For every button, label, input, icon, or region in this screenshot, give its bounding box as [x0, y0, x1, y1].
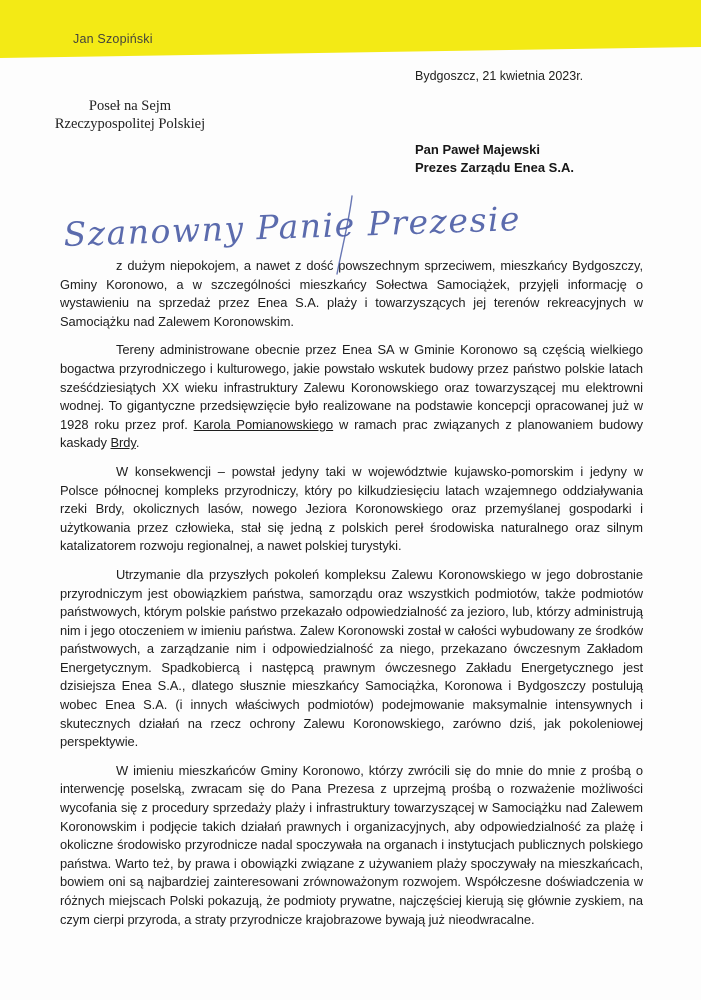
recipient-name: Pan Paweł Majewski: [415, 142, 541, 157]
paragraph2-text-end: .: [135, 435, 140, 451]
letterhead-name: Jan Szopiński: [73, 32, 153, 46]
body-paragraph-5: W imieniu mieszkańców Gminy Koronowo, którzy zwrócili się do mnie do mnie z prośbą o interwencję poselską, zwracam się do Pana Prezesa z uprzejmą prośbą o rozważenie możliwości wycofania się z procedury sprzedaży plaży i infrastruktury towarzyszącej w Samociążku nad Zalewem Koronowskim i podjęcie takich działań prawnych i organizacyjnych, aby odpowiedzialność za plażę i okoliczne środowisko przyrodnicze nadal spoczywała na organach i instytucjach publicznych polskiego państwa. Warto też, by prawa i obowiązki związane z używaniem plaży spoczywały na mieszkańcach, bowiem oni są najbardziej zainteresowani zrównoważonym rozwojem. Współczesne doświadczenia w różnych miejscach Polski pokazują, że podmioty prywatne, najczęściej kierują się głównie zyskiem, na czym cierpi przyroda, a straty przyrodnicze krajobrazowe bywają już nieodwracalne.: [60, 762, 643, 927]
recipient-block: [415, 141, 574, 177]
sender-title: [28, 97, 232, 133]
letter-body: [60, 257, 643, 939]
letterhead-yellow-band: [0, 0, 701, 60]
underlined-name-brdy: Brdy: [110, 435, 136, 451]
body-paragraph-1: z dużym niepokojem, a nawet z dość powszechnym sprzeciwem, mieszkańcy Bydgoszczy, Gminy Koronowo, a w szczególności mieszkańcy Sołectwa Samociążek, przyjęli informację o wystawieniu na sprzedaż przez Enea S.A. plaży i towarzyszących jej terenów rekreacyjnych w Samociążku nad Zalewem Koronowskim.: [60, 258, 643, 329]
sender-title-line2: Rzeczypospolitej Polskiej: [54, 116, 206, 132]
paragraph2-text: Tereny administrowane obecnie przez Enea SA w Gminie Koronowo są częścią wielkiego bogactwa przyrodniczego i kulturowego, jakie powstało wskutek budowy przez państwo polskie latach sześćdziesiątych XX wieku infrastruktury Zalewu Koronowskiego oraz towarzyszącej mu elektrowni wodnej. To gigantyczne przedsięwzięcie było realizowane na podstawie koncepcji opracowanej już w 1928 roku przez prof.: [60, 342, 643, 432]
sender-title-line1: Poseł na Sejm: [88, 98, 172, 114]
body-paragraph-4: Utrzymanie dla przyszłych pokoleń kompleksu Zalewu Koronowskiego w jego dobrostanie przyrodniczym jest obowiązkiem państwa, samorządu oraz wszystkich podmiotów, także podmiotów państwowych, którym polskie państwo przekazało odpowiedzialność za jezioro, lub, którzy administrują nim i jego otoczeniem w imieniu państwa. Zalew Koronowski został w całości wybudowany ze środków państwowych, a zarządzanie nim i odpowiedzialność za niego, przekazano ówczesnym Zakładom Energetycznym. Spadkobiercą i następcą prawnym ówczesnego Zakładu Energetycznego jest dzisiejsza Enea S.A., dlatego słusznie mieszkańcy Samociążka, Koronowa i Bydgoszczy postulują wobec Enea S.A. (i innych właściwych podmiotów) podejmowanie maksymalnie intensywnych i skutecznych działań na rzecz ochrony Zalewu Koronowskiego, zarówno dziś, jak pokoleniowej perspektywie.: [60, 566, 643, 750]
paragraph2-text-mid: w ramach prac związanych z planowaniem budowy kaskady: [60, 416, 643, 451]
underlined-name-karola-pomianowskiego: Karola Pomianowskiego: [193, 416, 334, 432]
dateline: Bydgoszcz, 21 kwietnia 2023r.: [415, 69, 584, 83]
body-paragraph-3: W konsekwencji – powstał jedyny taki w województwie kujawsko-pomorskim i jedyny w Polsce północnej kompleks przyrodniczy, który po kilkudziesięciu latach wzajemnego oddziaływania rzeki Brdy, okolicznych lasów, nowego Jeziora Koronowskiego oraz przemyślanej gospodarki i użytkowania przez człowieka, stał się jedną z polskich pereł środowiska naturalnego oraz silnym katalizatorem rozwoju regionalnej, a nawet polskiej turystyki.: [60, 463, 643, 554]
body-paragraph-2: [60, 341, 643, 453]
handwritten-salutation: Szanowny Panie Prezesie: [62, 199, 522, 254]
recipient-role: Prezes Zarządu Enea S.A.: [415, 160, 574, 175]
